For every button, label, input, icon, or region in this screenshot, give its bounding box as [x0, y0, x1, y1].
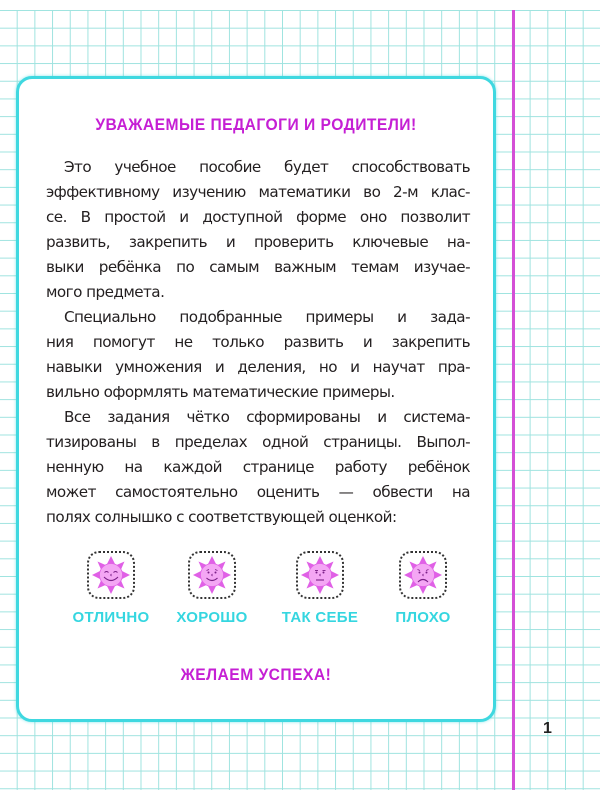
paragraph-1 — [46, 155, 470, 305]
text-line: тизированы в пределах одной страницы. Выпол- — [46, 433, 470, 451]
text-line: выки ребёнка по самым важным темам изучае- — [46, 258, 470, 276]
text-line: полях солнышко с соответствующей оценкой: — [46, 508, 397, 526]
text-line: се. В простой и доступной форме оно позволит — [46, 208, 470, 226]
text-line: навыки умножения и деления, но и научат пра- — [46, 358, 470, 376]
rating-label: ТАК СЕБЕ — [281, 609, 359, 626]
rating-good — [157, 551, 267, 626]
rating-so-so — [265, 551, 375, 626]
rating-label: ОТЛИЧНО — [72, 609, 150, 626]
closing-wish: ЖЕЛАЕМ УСПЕХА! — [180, 665, 332, 684]
rating-label: ХОРОШО — [176, 609, 248, 626]
paragraph-3 — [46, 405, 470, 530]
text-line: ния помогут не только развить и закрепить — [46, 333, 470, 351]
text-line: может самостоятельно оценить — обвести на — [46, 483, 470, 501]
text-line: вильно оформлять математические примеры. — [46, 383, 395, 401]
page-number: 1 — [543, 720, 552, 737]
card-body — [46, 155, 470, 530]
rating-label: ПЛОХО — [395, 609, 451, 626]
text-line: Специально подобранные примеры и зада- — [64, 308, 470, 326]
margin-line — [512, 10, 515, 790]
rating-excellent — [56, 551, 166, 626]
sun-smiling-icon — [188, 551, 236, 599]
text-line: мого предмета. — [46, 283, 165, 301]
rating-bad — [368, 551, 478, 626]
intro-card — [16, 76, 496, 722]
rating-scale — [19, 551, 493, 641]
card-heading: УВАЖАЕМЫЕ ПЕДАГОГИ И РОДИТЕЛИ! — [95, 115, 417, 134]
text-line: Все задания чётко сформированы и система- — [64, 408, 470, 426]
sun-neutral-icon — [296, 551, 344, 599]
sun-laughing-icon — [87, 551, 135, 599]
sun-sad-icon — [399, 551, 447, 599]
paragraph-2 — [46, 305, 470, 405]
text-line: эффективному изучению математики во 2-м клас- — [46, 183, 470, 201]
text-line: Это учебное пособие будет способствовать — [64, 158, 470, 176]
text-line: развить, закрепить и проверить ключевые на- — [46, 233, 470, 251]
text-line: ненную на каждой странице работу ребёнок — [46, 458, 470, 476]
